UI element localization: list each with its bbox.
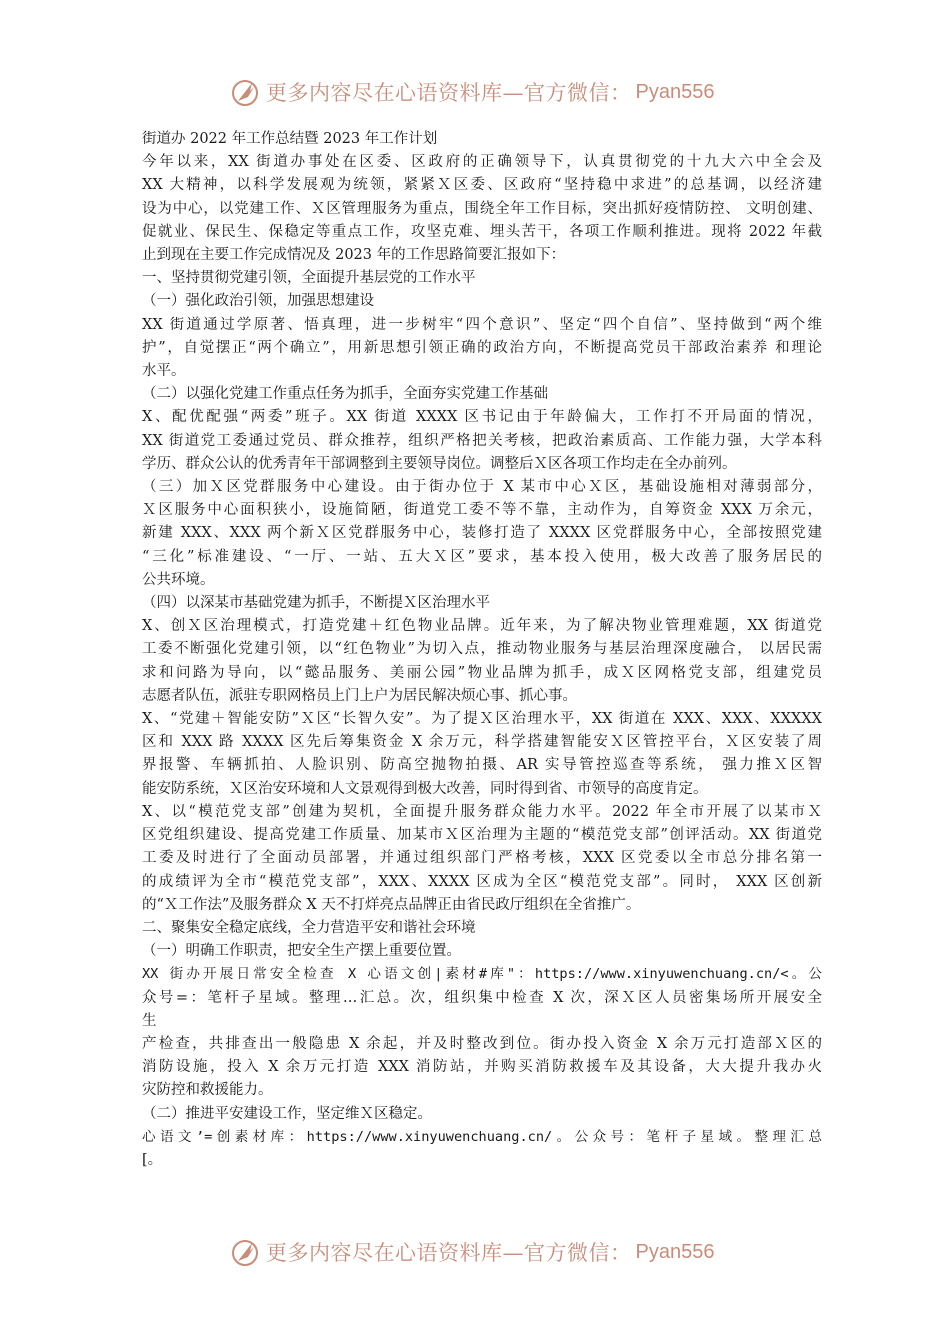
- text-line: 心语文’=创素材库：https://www.xinyuwenchuang.cn/。公众号：笔杆子星域。整理汇总: [142, 1128, 822, 1145]
- text-line: X、配优配强“两委”班子。XX 街道 XXXX 区书记由于年龄偏大，工作打不开局面的情况，: [142, 409, 822, 426]
- text-line: 求和问路为导向，以“懿品服务、美丽公园”物业品牌为抓手，成Ｘ区网格党支部，组建党员: [142, 664, 822, 681]
- text-line: 的“Ｘ工作法”及服务群众 X 天不打烊亮点品牌正由省民政厅组织在全省推广。: [142, 896, 641, 913]
- text-line: [。: [142, 1151, 163, 1168]
- section-heading: 二、聚集安全稳定底线，全力营造平安和谐社会环境: [142, 919, 476, 936]
- text-line: 区党组织建设、提高党建工作质量、加某市Ｘ区治理为主题的“模范党支部”创评活动。XX 街道党: [142, 827, 822, 844]
- watermark-text: 更多内容尽在心语资料库—官方微信：: [266, 1241, 632, 1265]
- text-line: 众号=：笔杆子星域。整理…汇总。次，组织集中检查 X 次，深Ｘ区人员密集场所开展安全: [142, 989, 822, 1006]
- text-line: 灾防控和救援能力。: [142, 1082, 273, 1099]
- feather-logo-icon: [228, 1235, 262, 1269]
- section-heading: （二）以强化党建工作重点任务为抓手，全面夯实党建工作基础: [142, 386, 548, 403]
- text-line: 今年以来，XX 街道办事处在区委、区政府的正确领导下，认真贯彻党的十九大六中全会及: [142, 154, 822, 171]
- text-line: （三）加Ｘ区党群服务中心建设。由于街办位于 X 某市中心Ｘ区，基础设施相对薄弱部分，: [142, 479, 822, 496]
- text-line: “三化”标准建设、“一厅、一站、五大Ｘ区”要求，基本投入使用，极大改善了服务居民的: [142, 548, 822, 565]
- text-line: 设为中心，以党建工作、Ｘ区管理服务为重点，围绕全年工作目标，突出抓好疫情防控、 文明创建、: [142, 200, 822, 217]
- section-heading: （一）明确工作职责，把安全生产摆上重要位置。: [142, 943, 461, 960]
- feather-logo-icon: [228, 75, 262, 109]
- text-line: 公共环境。: [142, 571, 215, 588]
- text-line: 护”，自觉摆正“两个确立”，用新思想引领正确的政治方向，不断提高党员干部政治素养 和理论: [142, 339, 822, 356]
- text-line: 止到现在主要工作完成情况及 2023 年的工作思路简要汇报如下：: [142, 247, 566, 264]
- text-line: X、创Ｘ区治理模式，打造党建＋红色物业品牌。近年来，为了解决物业管理难题，XX 街道党: [142, 618, 822, 635]
- text-line: XX 街办开展日常安全检查 X 心语文创|素材#库"：https://www.xinyuwenchuang.cn/<。公: [142, 966, 822, 983]
- text-line: 志愿者队伍，派驻专职网格员上门上户为居民解决烦心事、抓心事。: [142, 687, 577, 704]
- text-line: 的成绩评为全市“模范党支部”，XXX、XXXX 区成为全区“模范党支部”。同时， XXX 区创新: [142, 873, 822, 890]
- text-line: XX 大精神，以科学发展观为统领，紧紧Ｘ区委、区政府“坚持稳中求进”的总基调，以经济建: [142, 177, 822, 194]
- text-line: X、以“模范党支部”创建为契机，全面提升服务群众能力水平。2022 年全市开展了以某市Ｘ: [142, 803, 822, 820]
- section-heading: （四）以深某市基础党建为抓手，不断提Ｘ区治理水平: [142, 595, 490, 612]
- document-body: [142, 128, 822, 1172]
- text-line: 水平。: [142, 363, 186, 380]
- watermark-id: Pyan556: [635, 1240, 715, 1263]
- text-line: XX 街道党工委通过党员、群众推荐，组织严格把关考核，把政治素质高、工作能力强，大学本科: [142, 432, 822, 449]
- watermark-text: 更多内容尽在心语资料库—官方微信：: [266, 81, 632, 105]
- text-line: 学历、群众公认的优秀青年干部调整到主要领导岗位。调整后Ｘ区各项工作均走在全办前列。: [142, 455, 737, 472]
- section-heading: 一、坚持贯彻党建引领，全面提升基层党的工作水平: [142, 270, 476, 287]
- text-line: 工委及时进行了全面动员部署，并通过组织部门严格考核，XXX 区党委以全市总分排名第一: [142, 850, 822, 867]
- section-heading: （一）强化政治引领，加强思想建设: [142, 293, 374, 310]
- text-line: 新建 XXX、XXX 两个新Ｘ区党群服务中心，装修打造了 XXXX 区党群服务中心，全部按照党建: [142, 525, 822, 542]
- text-line: 能安防系统，Ｘ区治安环境和人文景观得到极大改善，同时得到省、市领导的高度肯定。: [142, 780, 708, 797]
- text-line: 区和 XXX 路 XXXX 区先后筹集资金 X 余万元，科学搭建智能安Ｘ区管控平台，Ｘ区安装了周: [142, 734, 822, 751]
- text-line: X、“党建＋智能安防”Ｘ区“长智久安”。为了提Ｘ区治理水平，XX 街道在 XXX、XXX、XXXXX: [142, 711, 822, 728]
- section-heading: （二）推进平安建设工作，坚定维Ｘ区稳定。: [142, 1105, 432, 1122]
- text-line: 消防设施，投入 X 余万元打造 XXX 消防站，并购买消防救援车及其设备，大大提升我办火: [142, 1059, 822, 1076]
- text-line: 促就业、保民生、保稳定等重点工作，攻坚克难、埋头苦干，各项工作顺利推进。现将 2022 年截: [142, 223, 822, 240]
- text-line: XX 街道通过学原著、悟真理，进一步树牢“四个意识”、坚定“四个自信”、坚持做到“两个维: [142, 316, 822, 333]
- watermark-top: [228, 72, 748, 112]
- text-line: 界报警、车辆抓拍、人脸识别、防高空抛物拍摄、AR 实导管控巡查等系统， 强力推Ｘ区智: [142, 757, 822, 774]
- text-line: 产检查，共排查出一般隐患 X 余起，并及时整改到位。街办投入资金 X 余万元打造部Ｘ区的: [142, 1035, 822, 1052]
- text-line: 工委不断强化党建引领，以“红色物业”为切入点，推动物业服务与基层治理深度融合， 以居民需: [142, 641, 822, 658]
- text-line: Ｘ区服务中心面积狭小，设施简陋，街道党工委不等不靠，主动作为，自筹资金 XXX 万余元，: [142, 502, 822, 519]
- text-line: 生: [142, 1012, 157, 1029]
- watermark-id: Pyan556: [635, 80, 715, 103]
- watermark-bottom: [228, 1232, 748, 1272]
- section-heading: 街道办 2022 年工作总结暨 2023 年工作计划: [142, 131, 438, 147]
